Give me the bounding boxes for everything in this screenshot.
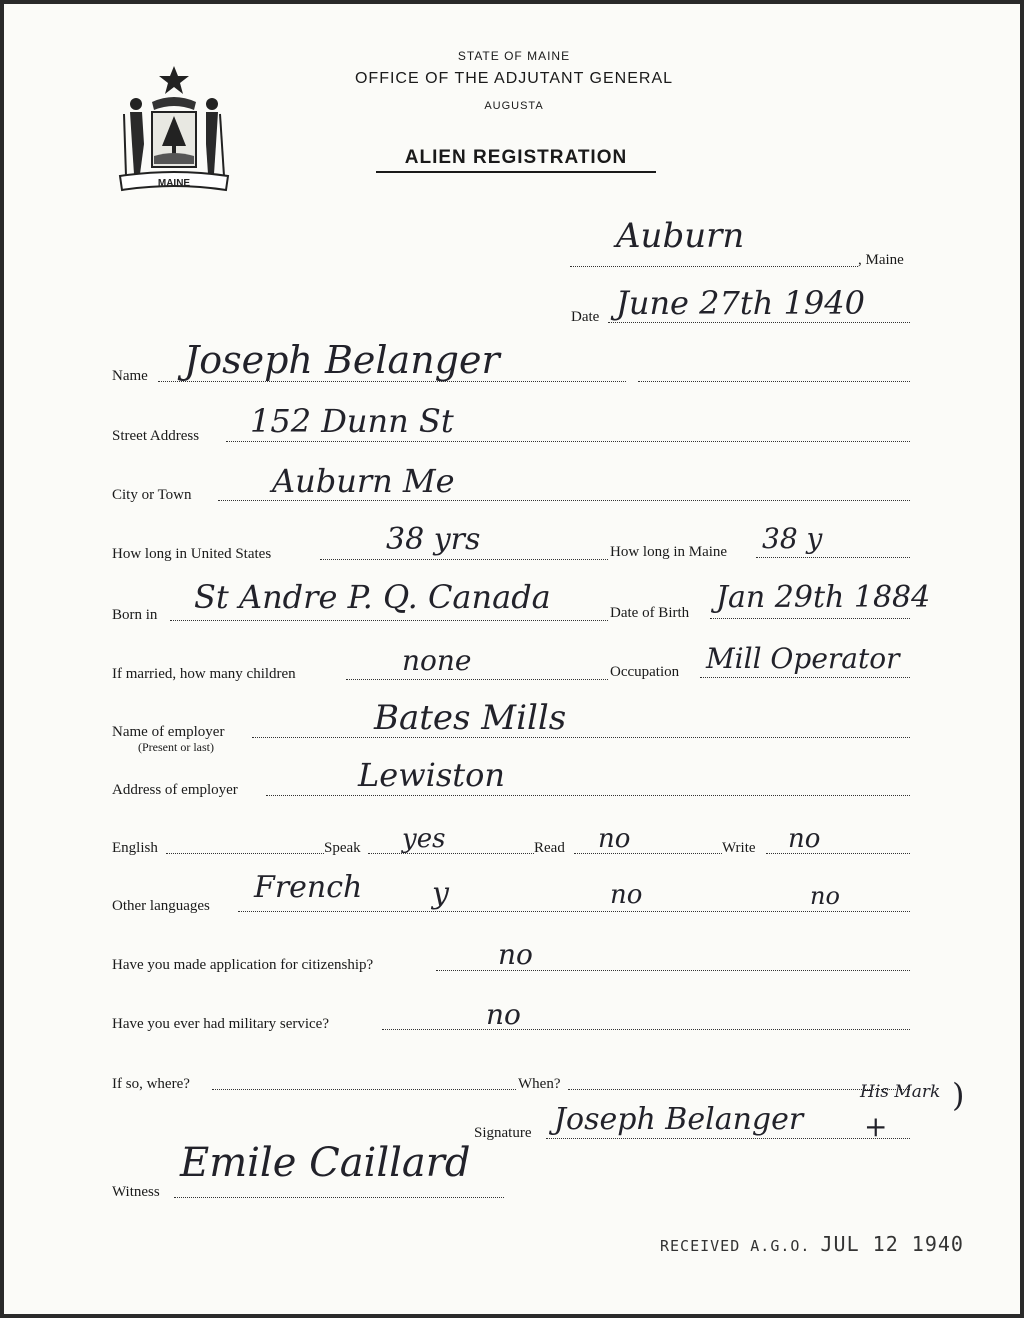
employer-sublabel: (Present or last) <box>138 740 214 754</box>
seal-banner-text: MAINE <box>157 178 191 189</box>
english-speak-value: yes <box>402 824 446 854</box>
witness-label: Witness <box>112 1184 160 1200</box>
registration-form-page <box>4 4 1020 1314</box>
when-label: When? <box>518 1076 561 1092</box>
other-read-value: no <box>610 880 643 910</box>
witness-line <box>174 1197 504 1198</box>
english-line <box>166 853 324 854</box>
header-state: STATE OF MAINE <box>457 49 571 63</box>
street-value: 152 Dunn St <box>250 402 454 440</box>
city-label: City or Town <box>112 487 192 503</box>
english-read-line <box>574 853 722 854</box>
dob-value: Jan 29th 1884 <box>716 580 931 615</box>
date-line <box>608 322 910 323</box>
other-speak-value: y <box>432 876 449 911</box>
employer-address-value: Lewiston <box>358 756 505 794</box>
occupation-label: Occupation <box>610 664 680 680</box>
employer-value: Bates Mills <box>374 698 567 738</box>
born-label: Born in <box>112 607 158 623</box>
employer-address-label: Address of employer <box>112 782 238 798</box>
street-label: Street Address <box>112 428 200 444</box>
other-languages-label: Other languages <box>112 898 210 914</box>
employer-address-line <box>266 795 910 796</box>
date-label: Date <box>571 309 600 325</box>
received-stamp-date: JUL 12 1940 <box>820 1232 964 1256</box>
where-label: If so, where? <box>112 1076 190 1092</box>
born-value: St Andre P. Q. Canada <box>194 578 551 616</box>
form-title: ALIEN REGISTRATION <box>376 147 656 173</box>
english-write-value: no <box>788 824 821 854</box>
us-years-value: 38 yrs <box>386 522 481 557</box>
witness-value: Emile Caillard <box>180 1140 471 1186</box>
other-languages-line <box>238 911 910 912</box>
dob-label: Date of Birth <box>610 605 690 621</box>
other-language-value: French <box>254 870 363 905</box>
when-line <box>568 1089 910 1090</box>
signature-mark-x: + <box>864 1110 888 1143</box>
signature-mark-paren: ) <box>952 1076 965 1114</box>
military-value: no <box>486 998 521 1031</box>
signature-value: Joseph Belanger <box>554 1102 804 1137</box>
maine-state-seal-icon <box>114 64 234 194</box>
citizenship-value: no <box>498 938 533 971</box>
military-line <box>382 1029 910 1030</box>
town-label: , Maine <box>858 252 904 268</box>
header-office: OFFICE OF THE ADJUTANT GENERAL <box>354 70 674 87</box>
maine-years-line <box>756 557 910 558</box>
english-write-label: Write <box>722 840 756 856</box>
street-line <box>226 441 910 442</box>
date-value: June 27th 1940 <box>616 284 865 322</box>
english-label: English <box>112 840 158 856</box>
maine-years-label: How long in Maine <box>610 544 728 560</box>
city-line <box>218 500 910 501</box>
occupation-value: Mill Operator <box>706 642 900 675</box>
english-speak-line <box>368 853 534 854</box>
us-years-label: How long in United States <box>112 546 272 562</box>
where-line <box>212 1089 516 1090</box>
received-stamp <box>660 1232 964 1256</box>
city-value: Auburn Me <box>272 462 455 500</box>
military-label: Have you ever had military service? <box>112 1016 329 1032</box>
english-read-value: no <box>598 824 631 854</box>
born-line <box>170 620 608 621</box>
received-stamp-text: RECEIVED A.G.O. <box>660 1237 811 1255</box>
english-speak-label: Speak <box>324 840 361 856</box>
employer-line <box>252 737 910 738</box>
other-write-value: no <box>810 882 840 910</box>
children-label: If married, how many children <box>112 666 296 682</box>
children-line <box>346 679 608 680</box>
name-value: Joseph Belanger <box>184 338 500 382</box>
children-value: none <box>402 644 472 677</box>
maine-years-value: 38 y <box>762 522 823 555</box>
employer-label: Name of employer <box>112 724 225 740</box>
us-years-line <box>320 559 608 560</box>
citizenship-label: Have you made application for citizenship? <box>112 957 374 973</box>
signature-line <box>546 1138 910 1139</box>
town-line <box>570 266 858 267</box>
town-value: Auburn <box>616 216 745 256</box>
english-read-label: Read <box>534 840 565 856</box>
header-city: AUGUSTA <box>484 100 544 112</box>
dob-line <box>710 618 910 619</box>
occupation-line <box>700 677 910 678</box>
signature-mark-note: His Mark <box>860 1082 941 1102</box>
signature-label: Signature <box>474 1125 532 1141</box>
name-line-2 <box>638 381 910 382</box>
name-label: Name <box>112 368 148 384</box>
